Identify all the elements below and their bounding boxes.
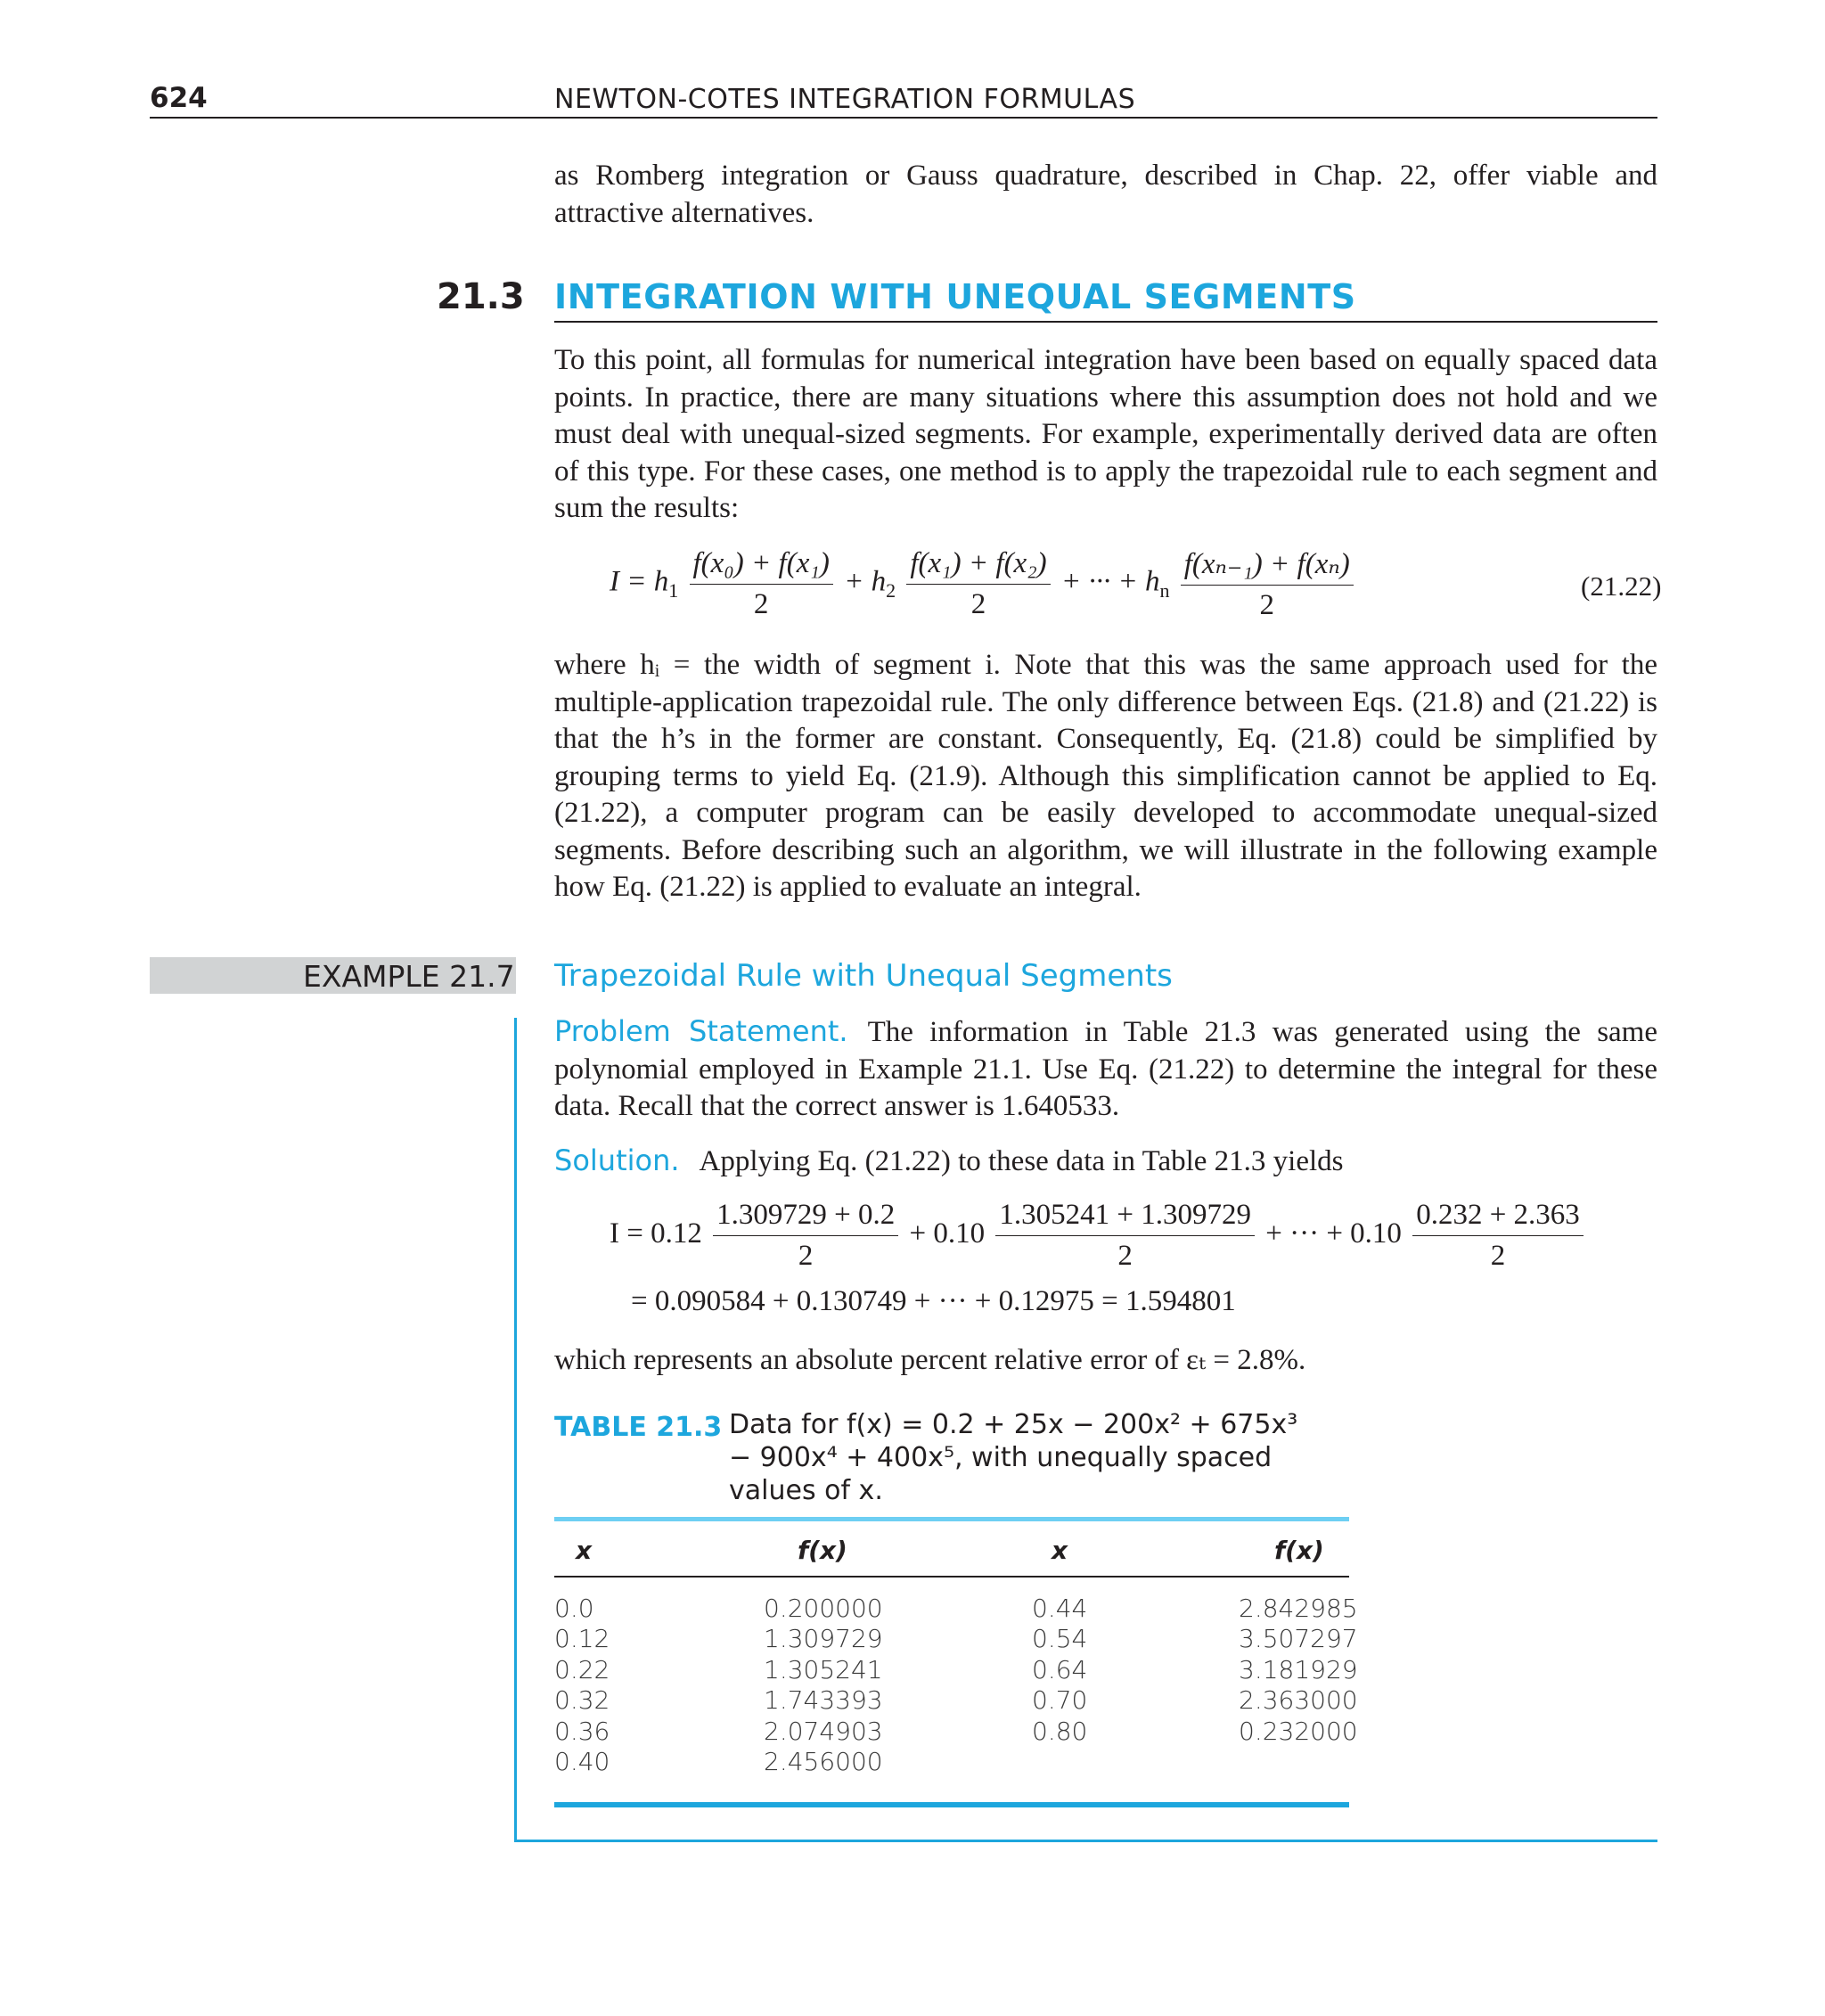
eq-fraction-1-numerator: f(x₀) + f(x₁)	[690, 547, 833, 585]
eq-fraction-3-denominator: 2	[1259, 589, 1274, 621]
table-cell: 1.743393	[764, 1685, 883, 1716]
solution-fraction-2-numerator: 1.305241 + 1.309729	[995, 1199, 1255, 1236]
section-paragraph: To this point, all formulas for numerical integration have been based on equally spaced data points. In practice, there are many situations where this assumption does not hold and we must deal with unequal-sized segments. For example, experimentally derived data are often of this type. For these cases, one method is to apply the trapezoidal rule to each segment and sum the results:	[554, 344, 1657, 524]
problem-statement	[554, 1013, 1657, 1126]
table-cell: 0.54	[1032, 1624, 1088, 1654]
eq-fraction-1-denominator: 2	[753, 587, 769, 620]
running-head: NEWTON-COTES INTEGRATION FORMULAS	[554, 84, 1136, 115]
eq-h2-sub: 2	[886, 579, 896, 602]
table-cell: 2.842985	[1239, 1594, 1358, 1623]
eq-plus-h2: + h	[844, 565, 887, 598]
table-label: TABLE 21.3	[554, 1412, 723, 1443]
table-cell: 2.363000	[1239, 1685, 1358, 1716]
solution-fraction-3-numerator: 0.232 + 2.363	[1412, 1199, 1584, 1236]
solution-fraction-1-denominator: 2	[798, 1240, 814, 1272]
solution-result-line: = 0.090584 + 0.130749 + ··· + 0.12975 = 1.594801	[631, 1285, 1236, 1317]
table-caption: Data for f(x) = 0.2 + 25x − 200x² + 675x³ − 900x⁴ + 400x⁵, with unequally spaced values of x.	[729, 1409, 1298, 1506]
table-column-fx-1	[764, 1594, 883, 1777]
example-left-bar	[514, 1018, 517, 1842]
section-rule	[554, 321, 1657, 323]
solution-fraction-2	[995, 1199, 1255, 1273]
eq-fraction-2-numerator: f(x₁) + f(x₂)	[906, 547, 1050, 585]
solution-fraction-1	[713, 1199, 898, 1273]
eq-fraction-3-numerator: f(xₙ₋₁) + f(xₙ)	[1181, 545, 1354, 586]
solution-line	[554, 1143, 1344, 1178]
table-cell: 0.36	[554, 1716, 610, 1746]
solution-eq-plus-2: + ··· + 0.10	[1265, 1217, 1402, 1250]
table-column-x-2	[1032, 1594, 1087, 1747]
table-cell: 0.0	[554, 1594, 594, 1623]
table-header-fx-2: f(x)	[1274, 1536, 1324, 1565]
table-cell: 2.074903	[764, 1716, 883, 1746]
eq-lhs: I = h	[610, 565, 669, 598]
example-label: EXAMPLE 21.7	[303, 959, 515, 994]
table-cell: 0.80	[1032, 1716, 1088, 1746]
error-line: which represents an absolute percent relative error of εₜ = 2.8%.	[554, 1344, 1306, 1376]
table-cell: 0.12	[554, 1624, 610, 1654]
equation-number: (21.22)	[1581, 570, 1662, 602]
table-cell: 0.70	[1032, 1685, 1088, 1716]
table-cell: 3.181929	[1239, 1654, 1358, 1684]
table-cell: 3.507297	[1239, 1624, 1358, 1654]
example-bottom-rule	[514, 1840, 1657, 1842]
solution-fraction-1-numerator: 1.309729 + 0.2	[713, 1199, 898, 1236]
section-number: 21.3	[437, 276, 525, 317]
table-cell: 0.32	[554, 1685, 610, 1716]
table-header-rule	[554, 1576, 1349, 1578]
page-number: 624	[150, 82, 208, 114]
problem-statement-text: The information in Table 21.3 was generated using the same polynomial employed in Example 21.1. Use Eq. (21.22) to determine the integral for these data. Recall that the correct answer is 1.640533.	[554, 1016, 1657, 1122]
table-bottom-rule	[554, 1802, 1349, 1807]
table-column-fx-2	[1239, 1594, 1358, 1747]
eq-hn-sub: n	[1159, 579, 1170, 602]
problem-statement-lead: Problem Statement.	[554, 1014, 848, 1048]
solution-eq-lhs: I = 0.12	[610, 1217, 702, 1250]
equation-21-22	[610, 545, 1357, 622]
eq-fraction-2	[906, 547, 1050, 621]
table-cell: 1.305241	[764, 1654, 883, 1684]
table-cell: 0.44	[1032, 1594, 1088, 1623]
solution-eq-plus-1: + 0.10	[909, 1217, 986, 1250]
table-cell: 0.40	[554, 1746, 610, 1776]
eq-dots-hn: + ··· + h	[1060, 565, 1160, 598]
where-paragraph: where hᵢ = the width of segment i. Note that this was the same approach used for the multiple-application trapezoidal rule. The only difference between Eqs. (21.8) and (21.22) is that the h’s in the former are constant. Consequently, Eq. (21.8) could be simplified by grouping terms to yield Eq. (21.9). Although this simplification cannot be applied to Eq. (21.22), a computer program can be easily developed to accommodate unequal-sized segments. Before describing such an algorithm, we will illustrate in the following example how Eq. (21.22) is applied to evaluate an integral.	[554, 649, 1657, 903]
table-cell: 0.22	[554, 1654, 610, 1684]
solution-fraction-3	[1412, 1199, 1584, 1273]
table-cell: 0.232000	[1239, 1716, 1358, 1746]
table-header-x-1: x	[576, 1536, 593, 1565]
section-title: INTEGRATION WITH UNEQUAL SEGMENTS	[554, 277, 1356, 316]
header-rule	[150, 117, 1657, 119]
intro-paragraph: as Romberg integration or Gauss quadrature, described in Chap. 22, offer viable and attractive alternatives.	[554, 160, 1657, 229]
table-header-fx-1: f(x)	[798, 1536, 847, 1565]
solution-fraction-2-denominator: 2	[1117, 1240, 1133, 1272]
table-column-x-1	[554, 1594, 610, 1777]
table-cell: 0.200000	[764, 1594, 883, 1623]
solution-text: Applying Eq. (21.22) to these data in Table 21.3 yields	[699, 1145, 1344, 1177]
table-cell: 1.309729	[764, 1624, 883, 1654]
table-top-rule	[554, 1517, 1349, 1521]
solution-lead: Solution.	[554, 1143, 680, 1177]
solution-equation	[610, 1199, 1587, 1273]
eq-fraction-1	[690, 547, 833, 621]
eq-fraction-2-denominator: 2	[970, 587, 986, 620]
eq-h1-sub: 1	[668, 579, 679, 602]
eq-fraction-3	[1181, 545, 1354, 622]
table-cell: 2.456000	[764, 1746, 883, 1776]
table-header-x-2: x	[1052, 1536, 1068, 1565]
solution-fraction-3-denominator: 2	[1490, 1240, 1506, 1272]
example-title: Trapezoidal Rule with Unequal Segments	[554, 958, 1173, 994]
table-cell: 0.64	[1032, 1654, 1088, 1684]
